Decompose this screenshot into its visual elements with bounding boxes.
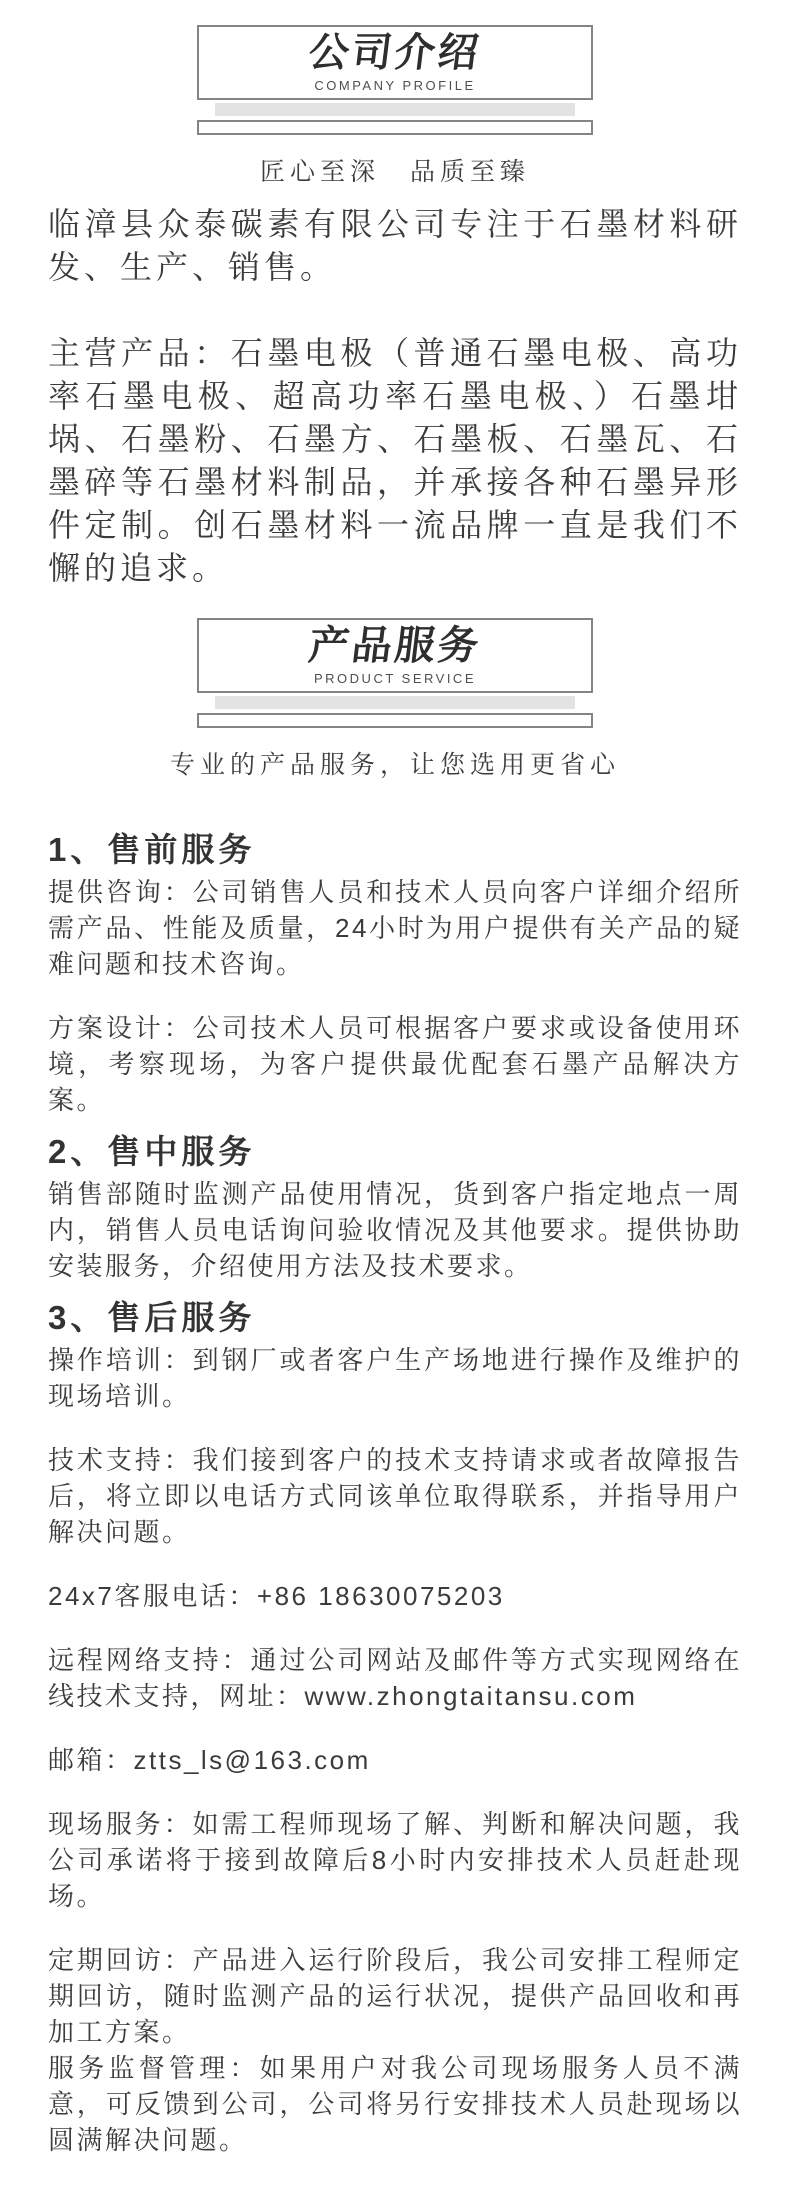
service-phone-line: 24x7客服电话：+86 18630075203 xyxy=(48,1581,505,1611)
product-service-section xyxy=(0,618,790,2158)
banner-outline-bar xyxy=(197,120,593,135)
main-products-paragraph: 主营产品：石墨电极（普通石墨电极、高功率石墨电极、超高功率石墨电极、）石墨坩埚、石墨粉、石墨方、石墨板、石墨瓦、石墨碎等石墨材料制品，并承接各种石墨异形件定制。创石墨材料一流品牌一直是我们不懈的追求。 xyxy=(48,335,742,586)
product-service-subtitle: PRODUCT SERVICE xyxy=(314,671,476,686)
aftersale-service-subsection xyxy=(48,1298,742,2158)
midsale-paragraph: 销售部随时监测产品使用情况，货到客户指定地点一周内，销售人员电话询问验收情况及其他要求。提供协助安装服务，介绍使用方法及技术要求。 xyxy=(48,1179,742,1281)
product-service-banner-box xyxy=(197,618,593,693)
company-profile-banner xyxy=(197,25,593,135)
midsale-service-heading: 2、售中服务 xyxy=(48,1133,256,1170)
service-supervision-paragraph: 服务监督管理：如果用户对我公司现场服务人员不满意，可反馈到公司，公司将另行安排技术人员赴现场以圆满解决问题。 xyxy=(48,2053,742,2155)
company-profile-subtitle: COMPANY PROFILE xyxy=(314,78,476,93)
remote-support-paragraph: 远程网络支持：通过公司网站及邮件等方式实现网络在线技术支持，网址：www.zhongtaitansu.com xyxy=(48,1645,742,1711)
aftersale-service-heading: 3、售后服务 xyxy=(48,1299,256,1336)
followup-visit-paragraph: 定期回访：产品进入运行阶段后，我公司安排工程师定期回访，随时监测产品的运行状况，提供产品回收和再加工方案。 xyxy=(48,1945,742,2047)
consulting-paragraph: 提供咨询：公司销售人员和技术人员向客户详细介绍所需产品、性能及质量，24小时为用户提供有关产品的疑难问题和技术咨询。 xyxy=(48,877,742,979)
solution-design-paragraph: 方案设计：公司技术人员可根据客户要求或设备使用环境，考察现场，为客户提供最优配套石墨产品解决方案。 xyxy=(48,1013,742,1115)
tech-support-paragraph: 技术支持：我们接到客户的技术支持请求或者故障报告后，将立即以电话方式同该单位取得联系，并指导用户解决问题。 xyxy=(48,1445,742,1547)
company-profile-title: 公司介绍 xyxy=(306,31,484,75)
company-intro-paragraph: 临漳县众泰碳素有限公司专注于石墨材料研发、生产、销售。 xyxy=(48,206,742,285)
banner-outline-bar xyxy=(197,713,593,728)
midsale-service-subsection xyxy=(48,1132,742,1284)
banner-shadow-bar xyxy=(215,696,575,709)
banner-shadow-bar xyxy=(215,103,575,116)
company-profile-banner-box xyxy=(197,25,593,100)
product-service-title: 产品服务 xyxy=(306,624,484,668)
onsite-service-paragraph: 现场服务：如需工程师现场了解、判断和解决问题，我公司承诺将于接到故障后8小时内安排技术人员赶赴现场。 xyxy=(48,1809,742,1911)
company-intro-section xyxy=(0,25,790,590)
presale-service-heading: 1、售前服务 xyxy=(48,831,256,868)
email-line: 邮箱：ztts_ls@163.com xyxy=(48,1745,371,1775)
company-intro-content xyxy=(0,157,790,590)
company-intro-tagline: 匠心至深 品质至臻 xyxy=(259,158,530,186)
product-service-banner xyxy=(197,618,593,728)
operation-training-paragraph: 操作培训：到钢厂或者客户生产场地进行操作及维护的现场培训。 xyxy=(48,1345,742,1411)
product-service-content xyxy=(0,750,790,2158)
presale-service-subsection xyxy=(48,830,742,1118)
product-service-tagline: 专业的产品服务，让您选用更省心 xyxy=(169,751,620,779)
